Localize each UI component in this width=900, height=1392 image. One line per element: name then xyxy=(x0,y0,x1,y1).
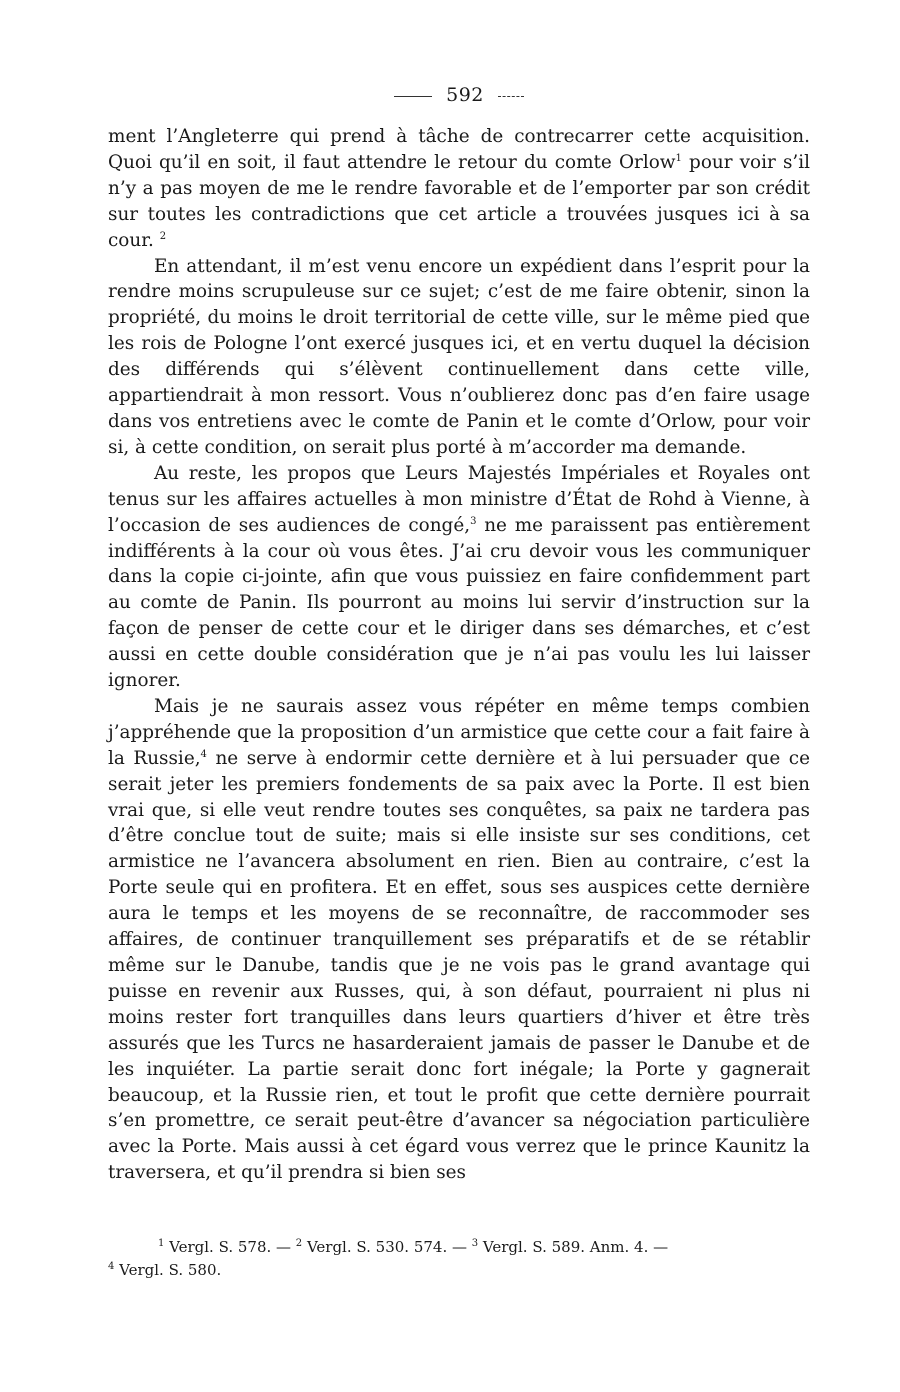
footnotes xyxy=(108,1236,810,1282)
footnote-marker: 4 xyxy=(108,1261,115,1272)
text-run: Au reste, les propos que Leurs Majestés Impériales et Royales ont tenus sur les affaires actuelles à mon ministre d’État de Rohd à Vienne, à l’occasion de ses audiences de congé, xyxy=(108,462,810,536)
footnote-line xyxy=(108,1236,810,1259)
footnote-marker: 2 xyxy=(159,230,167,242)
text-run: Mais je ne saurais assez vous répéter en même temps combien j’appréhende que la proposition d’un armistice que cette cour a fait faire à la Russie, xyxy=(108,695,810,769)
header-rule-left xyxy=(394,96,432,97)
footnote-marker: 1 xyxy=(158,1238,165,1249)
text-run: ne me paraissent pas entièrement indifférents à la cour où vous êtes. J’ai cru devoir vous les communiquer dans la copie ci-jointe, afin que vous puissiez en faire confidemment part au comte de Panin. Ils pourront au moins lui servir d’instruction sur la façon de penser de cette cour et le diriger dans ses démarches, et c’est aussi en cette double considération que je n’ai pas voulu les lui laisser ignorer. xyxy=(108,514,810,692)
text-run: Vergl. S. 589. Anm. 4. — xyxy=(478,1238,669,1256)
footnote-marker: 2 xyxy=(295,1238,303,1249)
footnote-marker: 3 xyxy=(470,515,477,527)
footnote-marker: 4 xyxy=(200,748,207,760)
text-run: pour voir s’il n’y a pas moyen de me le rendre favorable et de l’emporter par son crédit sur toutes les contradictions que cet article a trouvées jusques ici à sa cour. xyxy=(108,151,810,251)
text-run: Vergl. S. 530. 574. — xyxy=(302,1238,472,1256)
footnote-marker: 1 xyxy=(675,152,682,164)
paragraph xyxy=(108,461,810,694)
header-rule-right xyxy=(498,96,524,97)
text-run: En attendant, il m’est venu encore un expédient dans l’esprit pour la rendre moins scrupuleuse sur ce sujet; c’est de me faire obtenir, sinon la propriété, du moins le droit territorial de cette ville, sur le même pied que les rois de Pologne l’ont exercé jusques ici, et en vertu duquel la décision des différends qui s’élèvent continuellement dans cette ville, appartiendrait à mon ressort. Vous n’oublierez donc pas d’en faire usage dans vos entretiens avec le comte de Panin et le comte d’Orlow, pour voir si, à cette condition, on serait plus porté à m’accorder ma demande. xyxy=(108,255,810,458)
text-run: Vergl. S. 578. — xyxy=(164,1238,296,1256)
page-content xyxy=(108,84,810,1186)
paragraph xyxy=(108,124,810,254)
footnote-line xyxy=(108,1259,810,1282)
paragraph xyxy=(108,694,810,1186)
page-number: 592 xyxy=(446,84,484,106)
text-run: Vergl. S. 580. xyxy=(114,1261,222,1279)
text-run: ment l’Angleterre qui prend à tâche de contrecarrer cette acquisition. Quoi qu’il en soit, il faut attendre le retour du comte Orlow xyxy=(108,126,810,173)
footnote-marker: 3 xyxy=(471,1238,479,1249)
page-header xyxy=(108,84,810,106)
paragraph xyxy=(108,254,810,461)
text-run: ne serve à endormir cette dernière et à lui persuader que ce serait jeter les premiers fondements de sa paix avec la Porte. Il est bien vrai que, si elle veut rendre toutes ses conquêtes, sa paix ne tardera pas d’être conclue tout de suite; mais si elle insiste sur ses conditions, cet armistice ne l’avancera absolument en rien. Bien au contraire, c’est la Porte seule qui en profitera. Et en effet, sous ses auspices cette dernière aura le temps et les moyens de se reconnaître, de raccommoder ses affaires, de continuer tranquillement ses préparatifs et de se rétablir même sur le Danube, tandis que je ne vois pas le grand avantage qui puisse en revenir aux Russes, qui, à son défaut, pourraient ni plus ni moins rester fort tranquilles dans leurs quartiers d’hiver et être très assurés que les Turcs ne hasarderaient jamais de passer le Danube et de les inquiéter. La partie serait donc fort inégale; la Porte y gagnerait beaucoup, et la Russie rien, et tout le profit que cette dernière pourrait s’en promettre, ce serait peut-être d’avancer sa négociation particulière avec la Porte. Mais aussi à cet égard vous verrez que le prince Kaunitz la traversera, et qu’il prendra si bien ses xyxy=(108,747,810,1184)
body-text xyxy=(108,124,810,1186)
